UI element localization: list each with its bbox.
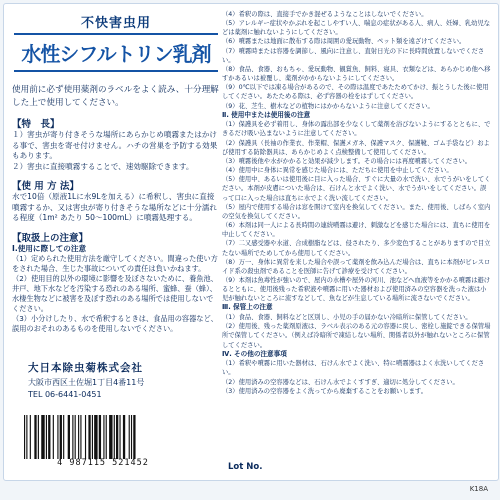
barcode-bar — [34, 415, 36, 459]
barcode-bar — [72, 415, 73, 459]
barcode-bar — [78, 415, 79, 459]
barcode-bar — [30, 415, 31, 459]
cautions-header: 【取扱上の注意】 — [12, 232, 89, 244]
barcode-bar — [46, 415, 47, 459]
barcode-image — [20, 415, 186, 459]
company-block — [28, 360, 218, 399]
barcode-bar — [109, 415, 112, 459]
barcode-bar — [92, 415, 93, 459]
section1-header: Ⅰ.使用に際しての注意 — [12, 243, 87, 253]
section-header: Ⅱ. 使用中または使用後の注意 — [222, 110, 311, 119]
caution-item: （2）使用後、残った薬剤原液は、ラベル表示のある元の容器に戻し、密栓し施錠できる保管場所で保管してください。（例えば冷暗所で凍結しない場所、関係者以外が触れないところに保管してください。 — [222, 323, 491, 349]
caution-item: （1）食品、食器、飼料などと区別し、小児の手の届かない冷暗所に保管してください。 — [222, 314, 472, 322]
feature-item: ２）害虫に直接噴霧することで、速効駆除できます。 — [12, 161, 194, 171]
barcode-bar — [63, 415, 64, 459]
caution-item: （6）噴霧または地面に散布する際は周囲の愛玩動物、ペット類を遠ざけてください。 — [222, 38, 466, 46]
usage-text: 水で10倍（原液1Lに水9Lを加える）に希釈し、害虫に直接噴霧するか、又は害虫が寄り付きそうな場所などに十分濡れる程度（1m² あたり 50〜100mL）に噴霧処理する。 — [12, 192, 218, 222]
caution-item: （8）万一、身体に異常を来した場合や誤って薬剤を飲み込んだ場合は、直ちに本剤がピレスロイド系の殺虫剤であることを医師に告げて診療を受けてください。 — [222, 258, 491, 275]
barcode-bar — [41, 415, 44, 459]
barcode-number: 4 987115 521452 — [57, 458, 149, 468]
caution-item: （4）使用中に身体に異常を感じた場合には、ただちに使用を中止してください。 — [222, 167, 453, 175]
caution-item: （6）本剤は同一人による長時間の連続噴霧は避け、刺激などを感じた場合には、直ちに使用を中止してください。 — [222, 222, 491, 239]
caution-item: （9）本剤は魚毒性が強いので、屋内の水槽や屋外の河川、池などへ血液等をかかる噴霧は避けるとともに、使用後残った希釈液や噴霧に用いた器材および使用済みの空容器を洗った液は小児が触れないところに流すなどして、魚などが生息している場所に流さないでください。 — [222, 276, 491, 303]
intro-text: 使用前に必ず使用薬剤のラベルをよく読み、十分理解した上で使用してください。 — [12, 85, 219, 108]
barcode-bar — [80, 415, 81, 459]
caution-item: （3）使用済みの空容器をよく洗ってから廃棄することをお願いします。 — [222, 387, 428, 395]
caution-item: （2）使用済みの空容器などは、石けん水でよくすすぎ、適切に処分してください。 — [222, 378, 459, 386]
caution-item: （7）二又感受器や水道、合成樹脂などは、侵されたり、多少変色することがありますので目立たない場所でためしてから使用してください。 — [222, 240, 491, 257]
caution-item: （3）噴霧後他や水がかかると効果が減少します。その場合には再度噴霧してください。 — [222, 157, 472, 165]
barcode-bar — [133, 415, 135, 459]
caution-item: （2）使用目的以外の環境に影響を及ぼさないために、養魚池、井戸、地下水などを汚染する恐れのある場所、蜜蜂、蚕（蜂）、水棲生物などに被害を及ぼす恐れのある場所では使用しないでください。 — [12, 274, 218, 313]
barcode-bar — [103, 415, 104, 459]
features-header: 【特 長】 — [12, 119, 60, 130]
barcode-bar — [129, 415, 130, 459]
left-column — [12, 10, 220, 334]
caution-item: （7）噴霧時または容器を調節し、風向に注意し、直射日光の下に長時間放置しないでください。 — [222, 47, 485, 64]
caution-item: （3）小分けしたり、水で希釈するときは、食品用の容器など、誤用のおそれのあるものを使用しないでください。 — [12, 314, 218, 333]
section-header: Ⅲ. 保管上の注意 — [222, 303, 273, 312]
right-column — [222, 10, 492, 396]
lot-number-label: Lot No. — [228, 462, 263, 472]
barcode-bar — [119, 415, 120, 459]
barcode-bar — [123, 415, 125, 459]
caution-item: （1）定められた使用方法を厳守してください。間違った使い方をされた場合、生じた事故についての責任は負いかねます。 — [12, 254, 218, 273]
caution-item: （1）保護具を必ず着用し、身体の露出部を少なくして薬剤を浴びないようにするとともに、できるだけ吸い込まないように注意してください。 — [222, 121, 491, 138]
barcode-bar — [53, 415, 54, 459]
product-code: K18A — [469, 485, 488, 493]
company-tel: TEL 06-6441-0451 — [28, 390, 102, 399]
product-title: 水性シフルトリン乳剤 — [14, 33, 218, 72]
barcode-bar — [88, 415, 90, 459]
company-name: 大日本除虫菊株式会社 — [28, 362, 143, 374]
barcode-bar — [116, 415, 118, 459]
product-subtitle: 不快害虫用 — [80, 16, 151, 31]
feature-item: １）害虫が寄り付きそうな場所にあらかじめ噴霧またはかける事で、害虫を寄せ付けません。ハチの営巣を予防する効果もあります。 — [12, 130, 218, 160]
barcode-bar — [75, 415, 76, 459]
barcode-bar — [131, 415, 132, 459]
barcode-bar — [114, 415, 115, 459]
section-header: Ⅳ. その他の注意事項 — [222, 349, 287, 358]
barcode-bar — [57, 415, 58, 459]
caution-item: （1）希釈や噴霧に用いた器材は、石けん水でよく洗い、特に噴霧器はよく水洗いしてください。 — [222, 360, 485, 377]
barcode-bar — [94, 415, 97, 459]
caution-item: （5）アレルギー症状やかぶれを起こしやすい人、喘息の症状がある人、病人、妊婦、乳幼児などは薬剤に触れないようにしてください。 — [222, 20, 491, 37]
barcode-bar — [26, 415, 27, 459]
barcode-bar — [85, 415, 86, 459]
barcode-bar — [60, 415, 62, 459]
barcode-bar — [24, 415, 25, 459]
caution-item: （2）保護具（長袖の作業衣、作業帽、保護メガネ、保護マスク、保護靴、ゴム手袋など）および使用する防除器具は、あらかじめよく点検整備して使用してください。 — [222, 139, 490, 156]
barcode-bar — [106, 415, 107, 459]
company-address: 大阪市西区土佐堀1丁目4番11号 — [28, 378, 145, 387]
caution-item: （9）0℃以下では凍る場合があるので、その際は温度であたためてかけ、振とうした後に使用してください。あたためる際は、必ず容器の栓をはずしてください。 — [222, 84, 489, 101]
barcode-bar — [99, 415, 101, 459]
barcode-bar — [38, 415, 39, 459]
barcode-bar — [68, 415, 70, 459]
caution-item: （9）花、芝生、樹木などの植物にはかからないように注意してください。 — [222, 102, 434, 110]
caution-item: （5）屋内で使用する場合は窓を開けて室内を換気してください。また、使用後、しばらく室内の空気を換気してください。 — [222, 203, 491, 220]
caution-item: （5）使用中、あるいは使用後に目に入った場合、すぐに大量の水で洗い、水でうがいをしてください。本剤が皮膚についた場合は、石けんと水でよく洗い、水でうがいをしてください。誤って口に入った場合は直ちに水でよく洗い流してください。 — [222, 176, 491, 202]
usage-header: 【使 用 方 法】 — [12, 181, 79, 192]
barcode-bar — [48, 415, 50, 459]
caution-item: （8）食品、食器、おもちゃ、愛玩動物、観賞魚、飼料、寝具、衣類などは、あらかじめ他へ移すかあるいは被覆し、薬剤がかからないようにしてください。 — [222, 65, 491, 83]
caution-item: （4）希釈の際は、直接手でかき混ぜるようなことはしないでください。 — [222, 11, 428, 18]
